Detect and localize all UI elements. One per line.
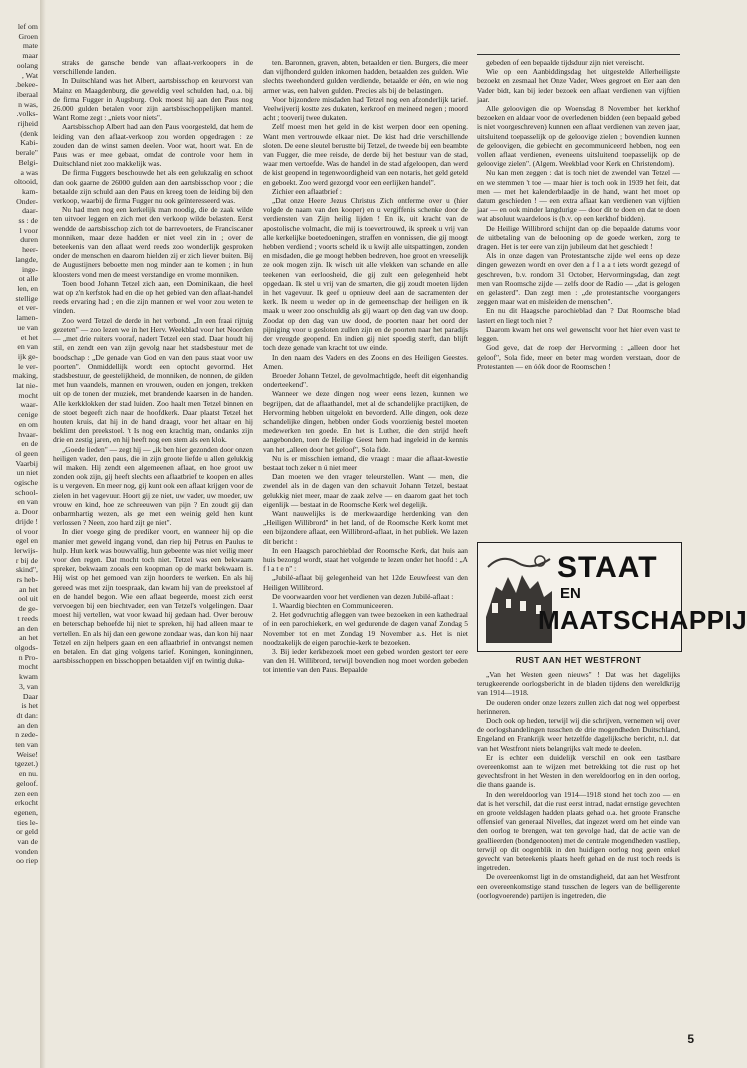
paragraph: Daarom kwam het ons wel gewenscht voor het hier even vast te leggen. — [477, 324, 680, 344]
edge-fragment: lat nie- — [16, 381, 38, 391]
edge-fragment: ot alle — [18, 274, 38, 284]
paragraph: Alle geloovigen die op Woensdag 8 November het kerkhof bezoeken en aldaar voor de overledenen bidden (een bepaald gebed is niet voorgeschreven) kunnen een aflaat verdienen van zeven jaar, uitsluitend toepasselijk op de geloovige zielen ; bovendien kunnen de geloovigen, die gebiecht en gecommuniceerd hebben, nog een vollen aflaat verdienen, eveneens uitsluitend toepasselijk op de geloovige zielen". (Algem. Weekblad voor Kerk en Christendom). — [477, 104, 680, 169]
edge-fragment: drijde ! — [15, 516, 38, 526]
edge-fragment: or geld — [16, 827, 38, 837]
edge-fragment: egenen, — [13, 807, 38, 817]
edge-fragment: tgezet.) — [14, 759, 38, 769]
edge-fragment: maar — [22, 51, 38, 61]
edge-fragment: inge- — [21, 264, 38, 274]
edge-fragment: langde, — [15, 254, 38, 264]
edge-fragment: school- — [15, 487, 38, 497]
edge-fragment: .volks- — [16, 109, 38, 119]
edge-fragment: l voor — [19, 225, 38, 235]
edge-fragment: ue van — [17, 322, 38, 332]
paragraph: Toen bood Johann Tetzel zich aan, een Dominikaan, die heel wat op z'n kerfstok had en die op het gebied van den aflaat-handel reeds ervaring had ; en die zijn mannen er wel voor zou weten te vinden. — [53, 278, 253, 316]
edge-fragment: (denk — [20, 128, 38, 138]
paragraph: De Heilige Willibrord schijnt dan op die bepaalde datums voor de uitbetaling van de belooning op de goede werken, zorg te dragen. Het is ter eere van zijn jubileum dat het geschiedt ! — [477, 223, 680, 252]
edge-fragment: et ver- — [18, 303, 38, 313]
paragraph: Nu had men nog een kerkelijk man noodig, die de zaak wilde ten uitvoer leggen en zich met den verkoop wilde belasten. Eerst wendde de aartsbisschop zich tot de barrevoeters, de Franciscaner monniken, maar deze hadden er niet veel zin in ; over de beteekenis van den aflaat werd reeds zoo wonderlijk gesproken onder de menschen en daarom hielden zij er zich liever buiten. Bij de Augustijners beboette men nog minder aan te komen ; in hun kloosters vond men de meest verstandige en vrome monniken. — [53, 205, 253, 279]
edge-fragment: is het — [21, 701, 38, 711]
edge-fragment: iberaal — [16, 89, 38, 99]
column-3-top-rule — [477, 54, 680, 55]
edge-fragment: , Wat — [21, 70, 38, 80]
paragraph: straks de gansche bende van aflaat-verkoopers in de verschillende landen. — [53, 58, 253, 77]
edge-fragment: kwam — [18, 672, 38, 682]
edge-fragment: n Pro- — [18, 652, 38, 662]
edge-fragment: daar- — [22, 206, 38, 216]
paragraph: Zelf moest men het geld in de kist werpen door een opening. Want men vertrouwde elkaar niet. De kist had drie verschillende sloten. De eene sleutel berustte bij Tetzel, de tweede bij een beambte van Fugger, die mee reisde, de derde bij het bestuur van de stad, waar men vertoefde. Was de handel in de stad afgeloopen, dan werd de kist geopend in tegenwoordigheid van een notaris, het geld geteld en geboekt. Zoo werd gezorgd voor een eerlijken handel". — [263, 122, 468, 187]
paragraph: In den naam des Vaders en des Zoons en des Heiligen Geestes. Amen. — [263, 352, 468, 371]
paragraph: In den wereldoorlog van 1914—1918 stond het toch zoo — en dat is het verschil, dat die rust eerst intrad, nadat ernstige gevechten en groote veldslagen hadden plaats gehad o.a. het groote Fransche offensief van generaal Nivelles, dat ingezet werd om het einde van den oorlog te brengen, wat ten gevolge had, dat de actie van de geallieerden (bondgenooten) met de centrale mogendheden vastliep, terwijl op dit oogenblik in den huidigen oorlog nog geen enkel gevecht van beteekenis plaats heeft gehad en de rust toch reeds is ingetreden. — [477, 789, 681, 873]
edge-fragment: stellige — [15, 293, 38, 303]
edge-fragment: Groen — [18, 31, 38, 41]
paragraph: „Van het Westen geen nieuws" ! Dat was het dagelijks terugkeerende oorlogsbericht in de bladen tijdens den wereldkrijg van 1914—1918. — [477, 670, 680, 698]
edge-fragment: hvaar- — [18, 429, 38, 439]
paragraph: In Duitschland was het Albert, aartsbisschop en keurvorst van Mainz en Maagdenburg, die geweldig veel schulden had, o.a. bij de firma Fugger in Augsburg. Ook moest hij aan den Paus nog 26.000 gulden betalen voor zijn aartsbisschoppelijken mantel. Want Rome zegt : „niets voor niets". — [53, 76, 253, 123]
edge-fragment: mocht — [18, 662, 38, 672]
edge-fragment: .bekee- — [15, 80, 38, 90]
previous-page-edge — [2, 22, 38, 1062]
edge-fragment: waar- — [20, 400, 38, 410]
column-1 — [53, 58, 253, 1058]
edge-fragment: r bij de — [15, 555, 38, 565]
paragraph: Er is echter een duidelijk verschil en ook een tastbare overeenkomst aan te wijzen met betrekking tot die rust op het gevechtsfront in het Westen in den wereldoorlog en in den oorlog, die thans gaande is. — [477, 752, 680, 790]
edge-fragment: en om — [18, 419, 38, 429]
edge-fragment: Onder- — [16, 196, 38, 206]
paragraph: 1. Waardig biechten en Communiceeren. — [272, 600, 394, 610]
edge-fragment: ties le- — [17, 817, 38, 827]
edge-fragment: oltooid, — [13, 177, 38, 187]
edge-fragment: an den — [17, 623, 38, 633]
edge-fragment: oolang — [16, 60, 38, 70]
masthead-title-en: EN — [560, 585, 581, 602]
edge-fragment: berale" — [15, 148, 38, 158]
edge-fragment: van de — [17, 837, 38, 847]
edge-fragment: geloof. — [16, 778, 38, 788]
edge-fragment: ool uit — [17, 594, 38, 604]
edge-fragment: n was, — [18, 99, 38, 109]
edge-fragment: an het — [19, 584, 38, 594]
page-number: 5 — [687, 1032, 694, 1046]
edge-fragment: 3, van — [18, 681, 38, 691]
paragraph: Nu is er misschien iemand, die vraagt : maar die aflaat-kwestie bestaat toch zeker n ú niet meer — [263, 453, 468, 472]
edge-fragment: ijk ge- — [17, 351, 38, 361]
article-subhead: RUST AAN HET WESTFRONT — [515, 656, 642, 665]
paragraph: Als in onze dagen van Protestantsche zijde wel eens op deze dingen gewezen wordt en over den a f l a a t iets wordt gezegd of geschreven, b.v. rondom 31 October, Hervormingsdag, dan zegt men van Roomsche zijde — zelfs door de Radio — „dat is gelogen en gelasterd". Dan zegt men : „de protestantsche voorgangers zeggen maar wat en misleiden de menschen". — [477, 251, 680, 307]
edge-fragment: vonden — [15, 846, 38, 856]
edge-fragment: zen een — [14, 788, 38, 798]
paragraph: De ouderen onder onze lezers zullen zich dat nog wel opperbest herinneren. — [477, 697, 680, 716]
edge-fragment: rijheid — [17, 119, 38, 129]
paragraph: God geve, dat de roep der Hervorming : „alleen door het geloof", Sola fide, meer en beter mag worden verstaan, door de Protestanten — en óók door de Roomschen ! — [477, 343, 680, 371]
masthead-title-maatschappij: MAATSCHAPPIJ — [538, 605, 747, 635]
edge-fragment: oo riep — [16, 856, 38, 866]
edge-fragment: mate — [22, 41, 38, 51]
edge-fragment: erkocht — [14, 798, 38, 808]
edge-fragment: kam- — [21, 186, 38, 196]
edge-fragment: a. Door — [14, 507, 38, 517]
edge-fragment: an den — [17, 720, 38, 730]
paragraph: De overeenkomst ligt in de omstandigheid, dat aan het Westfront een overeenkomstige stand tusschen de legers van de belligerente (oorlogvoerende) partijen is ingetreden, die — [477, 872, 680, 900]
edge-fragment: ogische — [14, 478, 38, 488]
page-fold-shadow — [40, 0, 46, 1068]
edge-fragment: lef om — [17, 22, 38, 31]
paragraph: In dier voege ging de prediker voort, en wanneer hij op die manier met geweld ingang vond, dan riep hij Petrus en Paulus te hulp. Hun kerk was bouwvallig, hun gebeente was niet veilig meer voor den regen. Dat mocht toch niet. Tetzel was een bekwaam spreker, bekwaam zooals een koopman op de markt bekwaam is. Hij wist op het gemoed van zijn hoorders te werken. En als hij gereed was met zijn toespraak, dan kwam hij van de preekstoel af en de handel begon. Wie een aflaat begeerde, moest zich eerst vervoegen bij een biechtvader, een van Tetzel's volgelingen. Daar moest hij vertellen, wat voor kwaad hij gedaan had. Over berouw en beterschap behoefde hij niet te spreken, hij had alleen maar te vertellen. En als hij dan een gewone zondaar was, dan kon hij naar Tetzel en zijn helpers gaan en een aflaatbrief in ontvangst nemen en betalen. En dat ging volgens tarief. Koningen, koninginnen, aartsbisschoppen en bisschoppen betaalden vijf en twintig duka- — [53, 527, 253, 666]
edge-fragment: egel en — [15, 536, 38, 546]
edge-fragment: le ver- — [18, 361, 38, 371]
edge-fragment: Weise! — [16, 749, 38, 759]
edge-fragment: olgods- — [14, 643, 38, 652]
edge-fragment: skind", — [15, 565, 38, 575]
paragraph: Doch ook op heden, terwijl wij die schrijven, vernemen wij over de oorlogshandelingen tusschen de drie mogendheden Duitschland, Engeland en Frankrijk weer hetzelfde dagelijksche bericht, n.l. dat van het Westfront niets belangrijks valt mede te deelen. — [477, 716, 680, 753]
edge-fragment: dt dan: — [16, 710, 38, 720]
edge-fragment: t reeds — [17, 613, 38, 623]
staat-en-maatschappij-masthead — [477, 542, 747, 652]
paragraph: „Jubilé-aflaat bij gelegenheid van het 12de Eeuwfeest van den Heiligen Willibrord. — [263, 573, 468, 592]
edge-fragment: en nu. — [18, 769, 38, 779]
edge-fragment: making, — [12, 371, 38, 381]
paragraph: 3. Bij ieder kerkbezoek moet een gebed worden gestort ter eere van den H. Willibrord, terwijl bovendien nog moet worden gebeden tot intentie van den Paus. Bepaalde — [263, 647, 468, 675]
edge-fragment: rs heb- — [16, 575, 38, 585]
edge-fragment: ss : de — [18, 216, 38, 226]
edge-fragment: an het — [19, 633, 38, 643]
paragraph: Nu kan men zeggen : dat is toch niet de zwendel van Tetzel — en we stemmen 't toe — maar hier is toch ook in 1939 het feit, dat men — met het kalenderblaadje in de hand, want het moet op datum geschieden ! — een extra aflaat kan verdienen van vijftien jaar — en ook minder langdurige — door dit te doen en dat te doen wat absoluut waardeloos is (b.v. op een kerkhof bidden). — [477, 168, 680, 224]
paragraph: De voorwaarden voor het verdienen van dezen Jubilé-aflaat : — [272, 591, 454, 601]
edge-fragment: heer- — [22, 245, 38, 255]
paragraph: Aartsbisschop Albert had aan den Paus voorgesteld, dat hem de leiding van den aflaat-verkoop zou worden opgedragen : ze zouden dan de winst samen deelen. Voor wat, hoort wat. En de Paus was er mee gebaat, omdat de controle voor hem in Duitschland niet zoo makkelijk was. — [53, 122, 253, 169]
paragraph: „Goede lieden" — zegt hij — „ik ben hier gezonden door onzen heiligen vader, den paus, die in zijn groote liefde u allen gelukkig wil maken. Hij zendt een algemeenen aflaat, en hoe groot uw zonden ook zijn, gij heeft slechts een aflaatbrief te koopen en alles is u vergeven. En meer nog, gij kunt ook een aflaat krijgen voor de zielen in het vagevuur. Hoort gij ze niet, uw vader, uw moeder, uw vrouw en kind, hoe ze schreeuwen van pijn ? En zoudt gij dan onbarmhartig wezen, als ge met een weinig geld hen kunt verlossen ? Neen, zoo hard zijt ge niet". — [53, 444, 253, 528]
paragraph: gebeden of een bepaalde tijdsduur zijn niet vereischt. — [486, 58, 645, 67]
paragraph: Wie op een Aanbiddingsdag het uitgestelde Allerheiligste bezoekt en zesmaal het Onze Vader, Wees gegroet en Eer aan den Vader bidt, kan bij ieder bezoek een aflaat verdienen van vijftien jaar. — [477, 67, 680, 104]
paragraph: Want nauwelijks is de merkwaardige herdenking van den „Heiligen Willibrord" in het land, of de Roomsche Kerk komt met een bijzondere aflaat, een Willibrord-aflaat, in het publiek. We lazen dit bericht : — [263, 508, 468, 546]
edge-fragment: en van — [17, 342, 38, 352]
column-2 — [263, 58, 468, 1058]
edge-fragment: mocht — [18, 390, 38, 400]
edge-fragment: duren — [20, 235, 38, 245]
edge-fragment: de ge- — [18, 604, 38, 614]
edge-fragment: en de — [21, 439, 38, 449]
edge-fragment: en van — [17, 497, 38, 507]
edge-fragment: a was — [20, 167, 38, 177]
paragraph: Broeder Johann Tetzel, de gevolmachtigde, heeft dit eigenhandig onderteekend". — [263, 370, 468, 390]
paragraph: Dan moeten we den vrager teleurstellen. Want — men, die zwendel als in de dagen van den schavuit Johann Tetzel, bestaat gelukkig niet meer, maar de zaak zelve — en daarom gaat het toch eigenlijk — bestaat in de Roomsche Kerk wel degelijk. — [263, 472, 468, 509]
edge-fragment: len, en — [17, 283, 38, 293]
paragraph: De firma Fuggers beschouwde het als een gelukzalig en schoot dan ook gaarne de 26000 gulden aan den aartsbisschop voor ; die betaalde zijn schuld aan den Paus en kreeg toen de leiding bij den verkoop, waarbij de firma Fugger nu ook geïnteresseerd was. — [53, 168, 253, 206]
paragraph: Zichier een aflaatbrief : — [272, 186, 342, 196]
paragraph: „Dat onze Heere Jezus Christus Zich ontferme over u (hier volgde de naam van den kooper) en u vergiffenis schenke door de verdiensten van Zijn heilig lijden ! En ik, uit kracht van de apostolische volmacht, die mij is toevertrouwd, ik spreek u vrij van alle kerkelijke boetedoeningen, straffen en vonnissen, die gij moogt hebben verdiend ; voorts scheld ik u kwijt alle uitspattingen, zonden en misdaden, die ge moogt hebben bedreven, hoe groot en vreeselijk ze ook mogen zijn. Ik wisch uit alle vlekken van schande en alle teekenen van eerloosheid, die gij zult een gelegenheid hebt opgedaan. Ik stel u vrij van de smarten, die gij zoudt moeten lijden in het vagevuur. Ik geef u opnieuw deel aan de sacramenten der kerk. Ik neem u weder op in de gemeenschap der heiligen en ik maak u weer zoo onschuldig als gij waart op den dag van uw doop. Zoodat op den dag van uw dood, de poorten naar het oord der pijniging voor u gesloten zullen zijn en de poorten naar het paradijs der vreugde geopend. En indien gij niet spoedig sterft, dan blijft toch deze genade van kracht tot uw einde. — [263, 196, 468, 353]
edge-fragment: n zede- — [15, 730, 38, 740]
edge-fragment: Belgi- — [18, 157, 38, 167]
paragraph: ten. Baronnen, graven, abten, betaalden er tien. Burgers, die meer dan vijfhonderd gulden inkomen hadden, betaalden zes gulden. Wie slechts tweehonderd gulden verdiende, betaalde er één, en wie nog armer was, een halven gulden. Precies als bij de belastingen. — [263, 58, 468, 95]
edge-fragment: Daar — [22, 691, 38, 701]
column-3-bottom — [477, 670, 680, 1030]
edge-fragment: lamen- — [16, 313, 38, 323]
edge-fragment: lerwijs- — [14, 545, 38, 555]
paragraph: En nu dit Haagsche parochieblad dan ? Dat Roomsche blad lastert en liegt toch niet ? — [477, 306, 680, 325]
paragraph: 2. Het godvruchtig afleggen van twee bezoeken in een kathedraal of in een parochiekerk, en wel gedurende de dagen vanaf Zondag 5 November tot en met Zondag 19 November a.s. Het is niet noodzakelijk de eigen parochie-kerk te bezoeken. — [263, 610, 468, 647]
edge-fragment: Kabi- — [20, 138, 38, 148]
edge-fragment: et het — [20, 332, 38, 342]
paragraph: Wanneer we deze dingen nog weer eens lezen, kunnen we begrijpen, dat de aflaathandel, met al de schandelijke practijken, de Hervorming hebben uitgelokt en bevorderd. Alle dingen, ook deze schandelijke dingen, hebben onder Gods voorzienig bestel moeten medewerken ten goede. En het is Luther, die den strijd heeft aangebonden, toen de Heilige Geest hem had ingeleid in de kennis van het „alleen door het geloof", Sola fide. — [263, 389, 468, 454]
edge-fragment: ol voor — [15, 526, 38, 536]
edge-fragment: cenige — [17, 410, 38, 420]
column-3-top — [477, 58, 680, 538]
edge-fragment: Vaarbij — [15, 458, 38, 468]
edge-fragment: ol geen — [15, 448, 38, 458]
edge-fragment: ten van — [15, 740, 38, 750]
paragraph: Zoo werd Tetzel de derde in het verbond. „In een fraai rijtuig gezeten" — zoo lezen we in het Herv. Weekblad voor het Noorden — „met drie ruiters vooraf, nadert Tetzel een stad. Daar houdt hij stil, en zendt een van zijn gevolg naar het stadsbestuur met de boodschap : „De genade van God en van den paus staat voor uw poorten". Onmiddellijk wordt een optocht gevormd. Het stadsbestuur, de geestelijkheid, de monniken, de nonnen, de gilden met hun vaandels, mannen en vrouwen, ouden en jongen, trekken uit op de tonen der muziek, met brandende kaarsen in de handen. Alle kerkklokken der stad luiden. Zoo haalt men Tetzel binnen en de stoet begeeft zich naar de hoofdkerk. Daar plaatst Tetzel het houten kruis, dat hij in de hand draagt, voor het altaar en hij beklimt den preekstoel. 't Is nog een krachtig man, ondanks zijn drie en zestig jaren, en hij heeft nog een stem als een klok. — [53, 315, 253, 445]
paragraph: In een Haagsch parochieblad der Roomsche Kerk, dat huis aan huis bezorgd wordt, staat het volgende te lezen onder het hoofd : „A f l a t e n" : — [263, 545, 468, 574]
masthead-title-staat: STAAT — [557, 551, 658, 584]
paragraph: Voor bijzondere misdaden had Tetzel nog een afzonderlijk tarief. Veelwijverij kostte zes dukaten, kerkroof en meineed negen ; moord acht ; tooverij twee dukaten. — [263, 94, 468, 123]
edge-fragment: un niet — [16, 468, 38, 478]
